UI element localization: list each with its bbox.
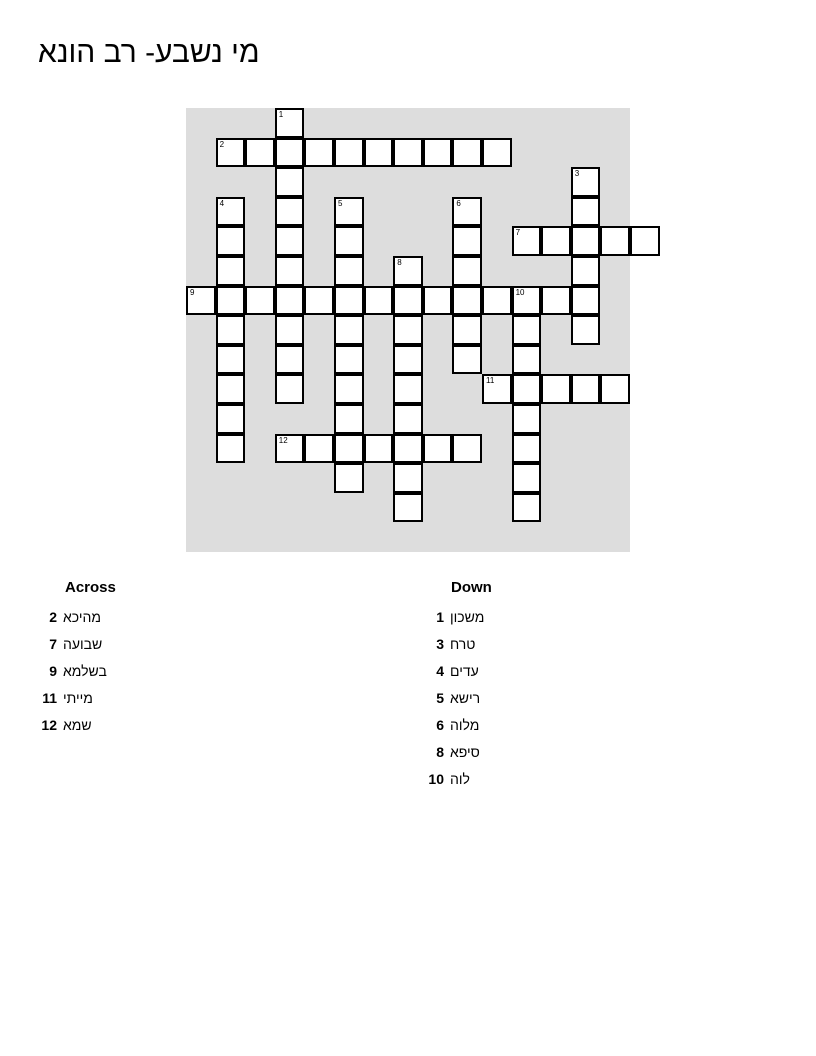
grid-cell[interactable]	[452, 345, 482, 375]
grid-cell[interactable]	[275, 434, 305, 464]
grid-cell[interactable]	[512, 226, 542, 256]
grid-cell[interactable]	[482, 286, 512, 316]
grid-cell[interactable]	[423, 434, 453, 464]
grid-cell[interactable]	[512, 374, 542, 404]
grid-cell[interactable]	[393, 286, 423, 316]
grid-cell[interactable]	[452, 226, 482, 256]
grid-cell[interactable]	[600, 374, 630, 404]
grid-cell[interactable]	[275, 197, 305, 227]
clue-text: לוה	[450, 771, 470, 787]
grid-cell[interactable]	[393, 493, 423, 523]
grid-cell[interactable]	[512, 434, 542, 464]
clue-text: סיפא	[450, 744, 480, 760]
cell-number: 4	[219, 198, 225, 208]
grid-cell[interactable]	[512, 463, 542, 493]
grid-cell[interactable]	[393, 434, 423, 464]
grid-cell[interactable]	[630, 226, 660, 256]
grid-cell[interactable]	[393, 256, 423, 286]
clue-text: שמא	[63, 717, 92, 733]
page-title: מי נשבע- רב הונא	[38, 36, 260, 69]
grid-cell[interactable]	[452, 286, 482, 316]
down-clue	[414, 607, 564, 627]
clue-number: 10	[428, 771, 444, 787]
grid-cell[interactable]	[216, 434, 246, 464]
clue-text: מהיכא	[63, 609, 101, 625]
grid-cell[interactable]	[452, 434, 482, 464]
cell-number: 7	[515, 228, 521, 238]
grid-cell[interactable]	[275, 345, 305, 375]
grid-cell[interactable]	[304, 286, 334, 316]
grid-cell[interactable]	[512, 404, 542, 434]
grid-cell[interactable]	[216, 256, 246, 286]
clue-number: 5	[436, 690, 444, 706]
grid-cell[interactable]	[541, 374, 571, 404]
across-clue	[27, 607, 177, 627]
grid-cell[interactable]	[334, 463, 364, 493]
clue-number: 9	[49, 663, 57, 679]
grid-cell[interactable]	[334, 197, 364, 227]
grid-cell[interactable]	[452, 315, 482, 345]
grid-cell[interactable]	[334, 315, 364, 345]
cell-number: 6	[456, 198, 461, 208]
grid-cell[interactable]	[571, 167, 601, 197]
grid-cell[interactable]	[512, 345, 542, 375]
grid-cell[interactable]	[334, 226, 364, 256]
grid-cell[interactable]	[571, 256, 601, 286]
grid-cell[interactable]	[334, 374, 364, 404]
clue-number: 4	[436, 663, 444, 679]
across-clue	[27, 715, 177, 735]
grid-cell[interactable]	[275, 226, 305, 256]
grid-cell[interactable]	[393, 345, 423, 375]
across-clue	[27, 661, 177, 681]
clue-number: 7	[49, 636, 57, 652]
grid-cell[interactable]	[275, 256, 305, 286]
grid-cell[interactable]	[393, 404, 423, 434]
clue-number: 3	[436, 636, 444, 652]
grid-cell[interactable]	[571, 374, 601, 404]
cell-number: 12	[278, 435, 288, 445]
grid-cell[interactable]	[393, 315, 423, 345]
grid-cell[interactable]	[275, 286, 305, 316]
grid-cell[interactable]	[482, 138, 512, 168]
grid-cell[interactable]	[452, 197, 482, 227]
cell-number: 8	[397, 258, 402, 267]
grid-cell[interactable]	[423, 286, 453, 316]
grid-cell[interactable]	[216, 345, 246, 375]
cell-number: 2	[219, 139, 225, 149]
cell-number: 5	[338, 198, 343, 208]
cell-number: 11	[486, 376, 495, 386]
grid-cell[interactable]	[334, 404, 364, 434]
clue-number: 6	[436, 717, 444, 733]
clue-text: מייתי	[63, 690, 93, 706]
crossword-grid	[186, 108, 630, 552]
across-heading: Across	[65, 579, 116, 596]
grid-cell[interactable]	[571, 226, 601, 256]
clue-text: רישא	[450, 690, 481, 706]
grid-cell[interactable]	[482, 374, 512, 404]
grid-cell[interactable]	[364, 434, 394, 464]
grid-cell[interactable]	[334, 138, 364, 168]
grid-cell[interactable]	[216, 138, 246, 168]
grid-cell[interactable]	[452, 256, 482, 286]
grid-cell[interactable]	[216, 404, 246, 434]
grid-cell[interactable]	[512, 493, 542, 523]
grid-cell[interactable]	[393, 374, 423, 404]
clue-number: 2	[49, 609, 57, 625]
grid-cell[interactable]	[275, 108, 305, 138]
down-heading: Down	[451, 579, 492, 596]
grid-cell[interactable]	[216, 286, 246, 316]
grid-cell[interactable]	[334, 286, 364, 316]
across-clue	[27, 634, 177, 654]
grid-cell[interactable]	[600, 226, 630, 256]
grid-cell[interactable]	[364, 138, 394, 168]
cell-number: 9	[190, 287, 195, 297]
grid-cell[interactable]	[275, 138, 305, 168]
grid-cell[interactable]	[304, 138, 334, 168]
clue-text: שבועה	[63, 636, 103, 652]
clue-text: עדים	[450, 663, 479, 679]
clue-number: 11	[42, 690, 57, 706]
across-clue	[27, 688, 177, 708]
clue-number: 12	[41, 717, 57, 733]
grid-cell[interactable]	[541, 226, 571, 256]
cell-number: 10	[515, 287, 525, 297]
clue-text: מלוה	[450, 717, 480, 733]
grid-cell[interactable]	[571, 315, 601, 345]
down-clue	[414, 661, 564, 681]
clue-text: בשלמא	[63, 663, 107, 679]
grid-cell[interactable]	[423, 138, 453, 168]
grid-cell[interactable]	[393, 138, 423, 168]
grid-cell[interactable]	[216, 197, 246, 227]
grid-cell[interactable]	[541, 286, 571, 316]
grid-cell[interactable]	[186, 286, 216, 316]
cell-number: 1	[278, 110, 284, 119]
clue-number: 8	[436, 744, 444, 760]
grid-cell[interactable]	[571, 286, 601, 316]
grid-cell[interactable]	[245, 138, 275, 168]
down-clue	[414, 688, 564, 708]
grid-cell[interactable]	[304, 434, 334, 464]
grid-cell[interactable]	[275, 167, 305, 197]
grid-cell[interactable]	[512, 286, 542, 316]
grid-cell[interactable]	[216, 374, 246, 404]
grid-cell[interactable]	[275, 374, 305, 404]
down-clue	[414, 742, 564, 762]
down-clue	[414, 634, 564, 654]
clue-text: משכון	[450, 609, 485, 625]
down-clue	[414, 769, 564, 789]
grid-cell[interactable]	[393, 463, 423, 493]
cell-number: 3	[574, 169, 580, 179]
grid-cell[interactable]	[571, 197, 601, 227]
grid-cell[interactable]	[275, 315, 305, 345]
grid-cell[interactable]	[334, 434, 364, 464]
grid-cell[interactable]	[512, 315, 542, 345]
grid-cell[interactable]	[216, 315, 246, 345]
grid-cell[interactable]	[364, 286, 394, 316]
grid-cell[interactable]	[334, 345, 364, 375]
grid-cell[interactable]	[334, 256, 364, 286]
down-clue	[414, 715, 564, 735]
grid-cell[interactable]	[216, 226, 246, 256]
clue-text: טרח	[450, 636, 476, 652]
grid-cell[interactable]	[245, 286, 275, 316]
clue-number: 1	[436, 609, 444, 625]
grid-cell[interactable]	[452, 138, 482, 168]
